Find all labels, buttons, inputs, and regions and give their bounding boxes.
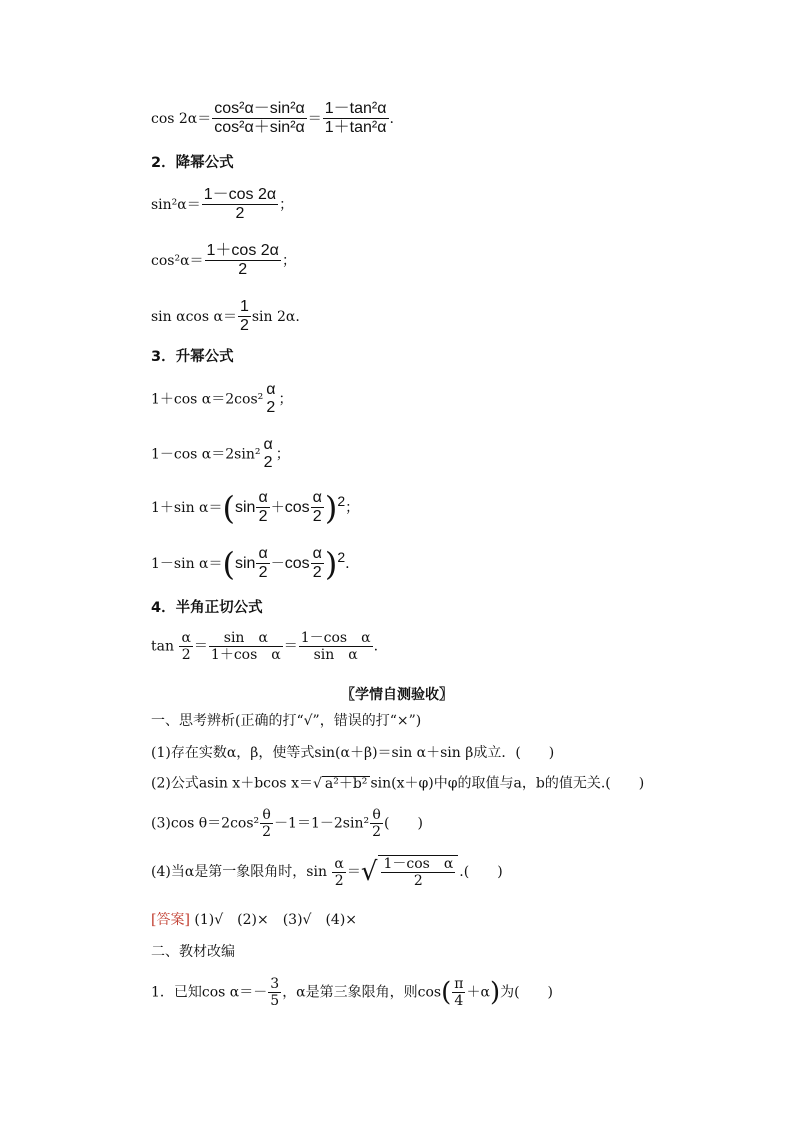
section-title: 〖学情自测验收〗 [341,687,453,703]
heading-2: 2．降幂公式 [151,155,234,171]
p2q1-text-e: 为( ) [500,984,554,1001]
fraction [256,545,269,583]
left-paren: ( [222,488,235,527]
formula-sincos [151,298,300,336]
formula-lhs: 1－sin α＝ [151,555,223,572]
question-1: (1)存在实数α，β，使等式sin(α＋β)＝sin α＋sin β成立．( ) [151,745,555,761]
right-paren: ) [324,544,338,583]
left-paren: ( [222,544,235,583]
denominator: 2 [372,824,381,841]
formula-up2 [151,436,290,473]
numerator: π [454,976,464,992]
q2-text-b: sin(x＋φ)中φ的取值与a，b的值无关.( ) [370,775,645,792]
q4-text-a: (4)当α是第一象限角时，sin [151,864,327,881]
end-mark: ； [278,391,293,408]
fraction [256,489,269,527]
heading-4: 4．半角正切公式 [151,600,263,616]
equals: ＝ [346,864,361,881]
fraction [452,976,465,1009]
formula-lhs: 1－cos α＝2sin² [151,446,261,463]
answer-text: (1)√ (2)× (3)√ (4)× [194,912,358,928]
q4-text-b: .( ) [459,864,503,881]
denominator: 2 [312,564,322,582]
equals: ＝ [307,110,322,127]
formula-lhs: sin²α＝ [151,196,201,213]
formula-lhs: cos²α＝ [151,252,204,269]
fraction [370,807,383,840]
denominator: 2 [181,647,191,664]
numerator: α [256,545,269,564]
answer-line [151,913,357,927]
radicand [378,855,458,889]
denominator: 2 [258,564,268,582]
numerator: sin α [209,630,283,647]
denominator: 2 [238,261,248,279]
sqrt: √ a²＋b² [313,776,370,791]
fraction [202,186,278,224]
p2q1-text-a: 1．已知cos α＝－ [151,984,268,1001]
numerator: α [311,545,324,564]
q2-text-a: (2)公式asin x＋bcos x＝ [151,775,313,792]
operator: ＋ [270,499,285,516]
end-mark: . [345,555,350,572]
numerator: 1－tan²α [323,100,389,119]
denominator: 2 [312,508,322,526]
denominator: 5 [270,993,280,1010]
sin-label: sin [234,554,256,572]
numerator: cos²α－sin²α [212,100,307,119]
end-mark: . [389,110,394,127]
q3-text-b: －1＝1－2sin² [274,815,370,832]
numerator: α [334,855,344,872]
equals: ＝ [193,638,208,655]
numerator: 3 [270,976,280,992]
fraction [268,976,281,1009]
fraction [311,545,324,583]
exponent: 2 [337,549,346,566]
p2q1-text-c: ＋α [466,984,490,1001]
numerator: α [256,489,269,508]
sin-label: sin [234,498,256,516]
part2-question-1 [151,976,553,1009]
denominator: 2 [263,454,273,472]
q3-text-a: (3)cos θ＝2cos² [151,815,260,832]
right-paren: ) [324,488,338,527]
formula-sin2a [151,186,293,224]
part2-title: 二、教材改编 [151,944,235,960]
fraction [311,489,324,527]
fraction [238,298,251,336]
fraction [205,242,281,280]
fraction [261,436,274,473]
left-paren: ( [441,977,452,1008]
denominator: 2 [266,399,276,417]
denominator: 4 [454,993,464,1010]
p2q1-text-b: ，α是第三象限角，则cos [282,984,442,1001]
formula-lhs: 1＋sin α＝ [151,499,223,516]
numerator: 1 [238,298,251,317]
cos-label: cos [284,498,310,516]
fraction [323,100,389,138]
radicand: a²＋b² [322,776,371,791]
formula-up3 [151,489,359,527]
formula-rhs: sin 2α. [251,308,300,325]
sqrt: √ $\frac{\text{1－cos α}}{2}$ [361,855,459,889]
end-mark: ； [345,499,360,516]
fraction [179,630,192,663]
denominator: 2 [334,872,344,889]
end-mark: ； [281,252,296,269]
numerator: α [181,630,191,646]
fraction [299,630,373,663]
numerator: θ [370,807,383,824]
q3-blank: ( ) [384,815,423,832]
formula-cos2a [151,100,394,138]
question-2 [151,776,644,791]
denominator: cos²α＋sin²α [214,119,305,137]
cos-label: cos [284,554,310,572]
fraction [260,807,273,840]
denominator: 1＋cos α [210,647,281,664]
numerator: α [311,489,324,508]
fraction [212,100,307,138]
numerator: α [263,436,273,453]
formula-tanhalf [151,630,378,663]
denominator: sin α [313,647,358,664]
formula-up4 [151,545,350,583]
denominator: 2 [258,508,268,526]
answer-label: [答案] [151,912,190,928]
numerator: θ [260,807,273,824]
numerator: 1＋cos 2α [205,242,281,261]
question-3 [151,807,423,840]
fraction [332,856,345,889]
numerator: 1－cos α [300,630,371,646]
operator: － [270,555,285,572]
formula-lhs: 1＋cos α＝2cos² [151,391,264,408]
numerator: α [266,381,276,398]
formula-lhs: cos 2α＝ [151,110,212,127]
formula-lhs: sin αcos α＝ [151,308,237,325]
formula-cos2a-down [151,242,296,280]
end-mark: . [373,638,379,655]
denominator: 1＋tan²α [324,119,387,137]
heading-3: 3．升幂公式 [151,349,234,365]
formula-up1 [151,381,293,418]
fraction [264,381,277,418]
end-mark: ； [275,446,290,463]
denominator: 2 [413,873,423,890]
numerator: 1－cos 2α [202,186,278,205]
question-4 [151,855,503,889]
fraction [209,630,283,663]
numerator: 1－cos α [383,856,454,872]
denominator: 2 [235,205,245,223]
part1-title: 一、思考辨析(正确的打“√”，错误的打“×”) [151,713,422,729]
denominator: 2 [239,317,249,335]
exponent: 2 [337,493,346,510]
tan-label: tan [151,638,174,655]
equals: ＝ [283,638,298,655]
denominator: 2 [262,824,272,841]
end-mark: ； [279,196,294,213]
right-paren: ) [489,977,501,1008]
